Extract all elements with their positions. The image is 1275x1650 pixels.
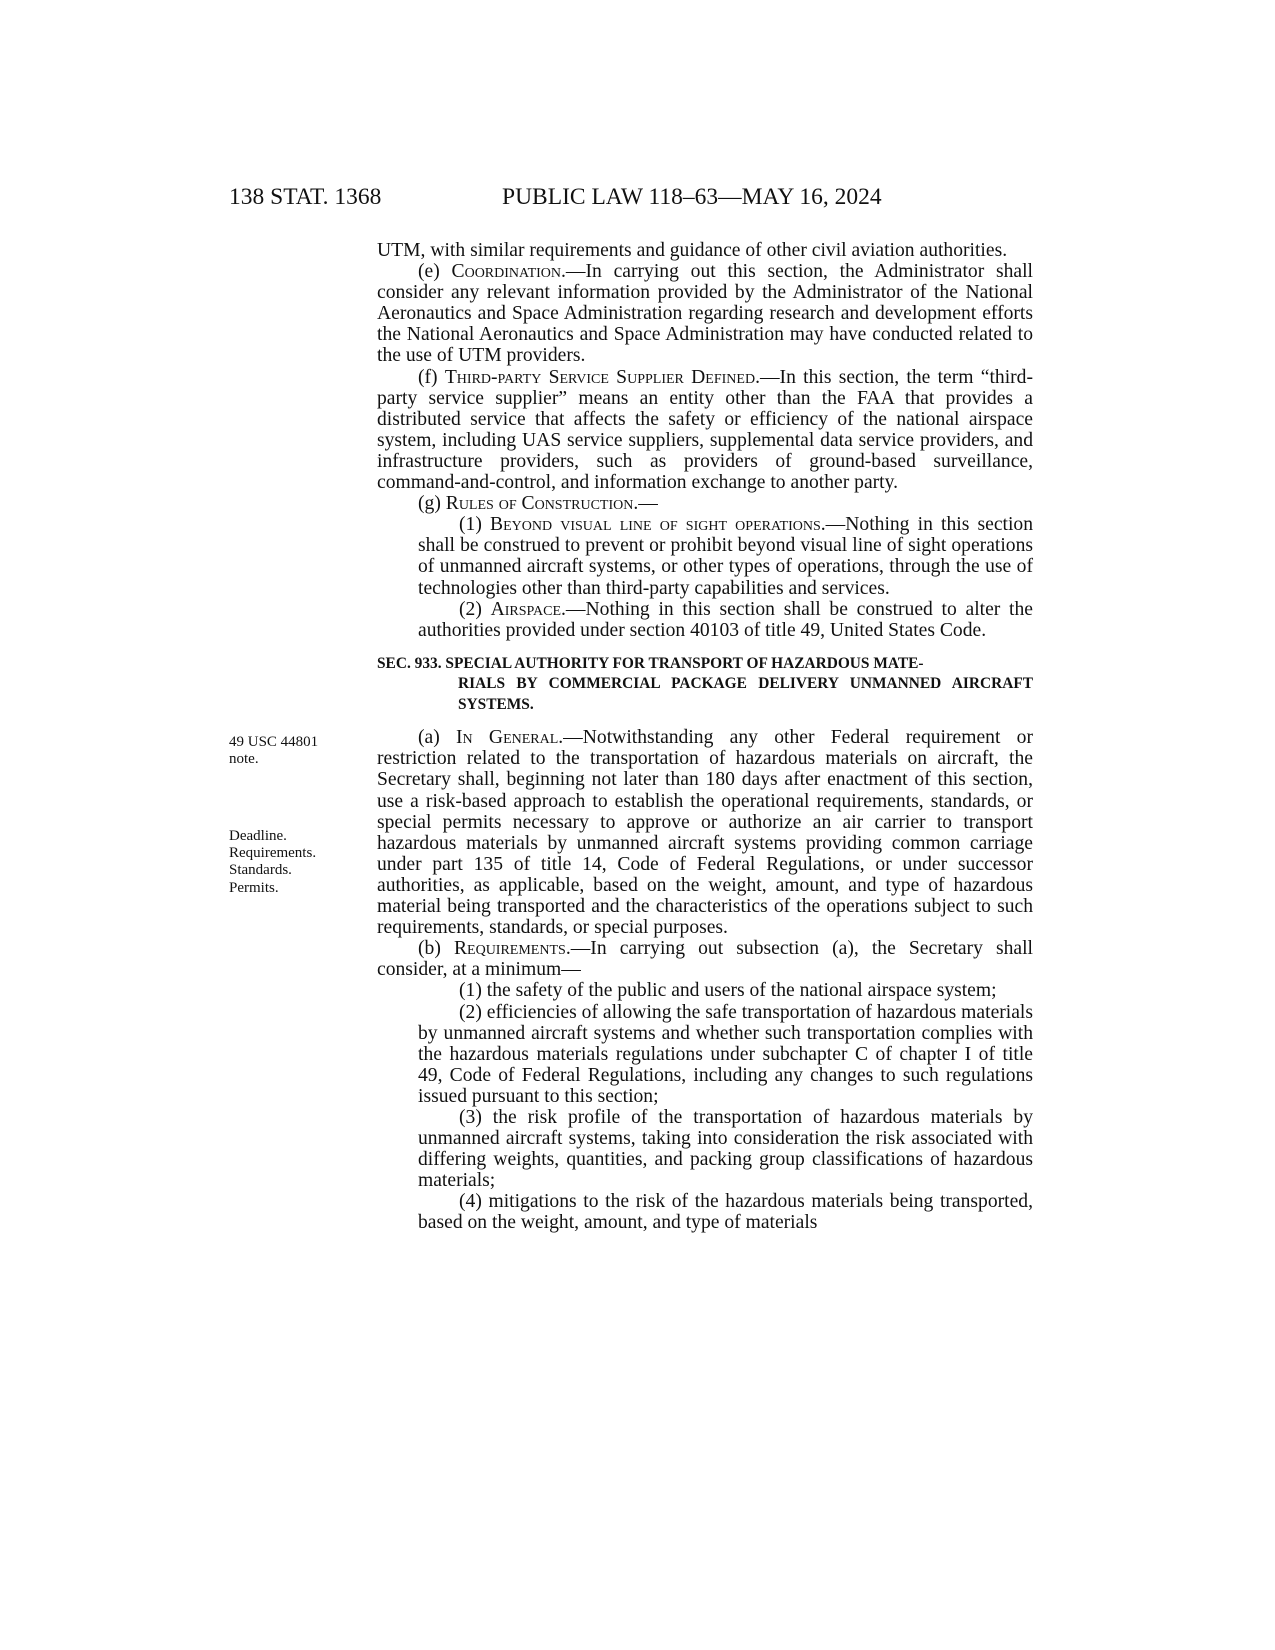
margin-note-topics xyxy=(229,828,359,897)
subsection-label: (f) xyxy=(418,366,445,388)
subsection-f xyxy=(377,367,1033,494)
statute-body xyxy=(377,240,1033,1234)
section-heading-rest: RIALS BY COMMERCIAL PACKAGE DELIVERY UNMANNED AIRCRAFT SYSTEMS. xyxy=(458,675,1033,713)
public-law-title: PUBLIC LAW 118–63—MAY 16, 2024 xyxy=(502,184,882,210)
subsection-text: .— xyxy=(633,493,658,515)
subsection-heading: Third-party Service Supplier Defined xyxy=(444,366,756,388)
margin-note-citation-line: 49 USC 44801 xyxy=(229,734,319,750)
margin-note-topic: Permits. xyxy=(229,879,279,896)
margin-note-citation xyxy=(229,734,359,768)
subsection-b xyxy=(377,938,1033,980)
subsection-a xyxy=(377,727,1033,938)
paragraph-b-2: (2) efficiencies of allowing the safe transportation of hazardous materials by unmanned aircraft systems and whether such transportation complies with the hazardous materials regulations under subchapter C of chapter I of title 49, Code of Federal Regulations, including any changes to such regulations issued pursuant to this section; xyxy=(418,1001,1033,1107)
paragraph-text: .—Nothing in this section shall be construed to alter the authorities provided under section 40103 of title 49, United States Code. xyxy=(418,598,1033,641)
subsection-text: .—In this section, the term “third-party service supplier” means an entity other than the FAA that provides a distributed service that affects the safety or efficiency of the national airspace system, including UAS service suppliers, supplemental data service providers, and infrastructure providers, such as providers of ground-based surveillance, command-and-control, and information exchange to another party. xyxy=(377,366,1033,494)
paragraph-heading: Airspace xyxy=(490,598,562,620)
subsection-label: (e) xyxy=(418,261,452,283)
paragraph-b-1: (1) the safety of the public and users of the national airspace system; xyxy=(459,980,997,1002)
continued-paragraph: UTM, with similar requirements and guidance of other civil aviation authorities. xyxy=(377,240,1008,261)
margin-note-citation-line: note. xyxy=(229,751,259,768)
subsection-g xyxy=(377,493,1033,514)
subsection-text: .—In carrying out this section, the Administrator shall consider any relevant information provided by the Administrator of the National Aeronautics and Space Administration regarding research and development efforts the National Aeronautics and Space Administration may have conducted related to the use of UTM providers. xyxy=(377,261,1033,367)
subsection-e xyxy=(377,261,1033,366)
paragraph-b-3: (3) the risk profile of the transportation of hazardous materials by unmanned aircraft systems, taking into consideration the risk associated with differing weights, quantities, and packing group classifications of hazardous materials; xyxy=(418,1106,1033,1192)
paragraph-heading: Beyond visual line of sight operations xyxy=(490,514,821,536)
subsection-label: (g) xyxy=(418,493,446,515)
page-header xyxy=(0,184,1275,224)
paragraph-b-4: (4) mitigations to the risk of the hazardous materials being transported, based on the weight, amount, and type of materials xyxy=(418,1191,1033,1234)
stat-page-reference: 138 STAT. 1368 xyxy=(229,184,382,210)
margin-note-topic: Standards. xyxy=(229,862,292,879)
margin-note-topic: Requirements. xyxy=(229,845,317,862)
paragraph-text: .—Nothing in this section shall be construed to prevent or prohibit beyond visual line of sight operations of unmanned aircraft systems, or other types of operations, through the use of technologies other than third-party capabilities and services. xyxy=(418,514,1034,599)
subsection-heading: In General xyxy=(456,727,559,749)
subsection-heading: Rules of Construction xyxy=(445,493,634,515)
paragraph-g-2 xyxy=(377,599,1033,641)
subsection-text: .—Notwithstanding any other Federal requirement or restriction related to the transportation of hazardous materials on aircraft, the Secretary shall, beginning not later than 180 days after enactment of this section, use a risk-based approach to establish the operational requirements, standards, or special permits necessary to approve or authorize an air carrier to transport hazardous materials by unmanned aircraft systems providing common carriage under part 135 of title 14, Code of Federal Regulations, or under successor authorities, as applicable, based on the weight, amount, and type of hazardous material being transported and the characteristics of the operations subject to such requirements, standards, or special purposes. xyxy=(377,727,1033,939)
subsection-label: (b) xyxy=(418,938,454,960)
subsection-text: .—In carrying out subsection (a), the Secretary shall consider, at a minimum— xyxy=(377,938,1034,981)
subsection-heading: Coordination xyxy=(451,261,562,283)
subsection-label: (a) xyxy=(418,727,457,749)
subsection-heading: Requirements xyxy=(453,938,566,960)
paragraph-label: (1) xyxy=(459,514,491,536)
section-heading xyxy=(377,654,1033,716)
paragraph-label: (2) xyxy=(459,598,491,620)
margin-note-topic: Deadline. xyxy=(229,828,287,844)
section-heading-line1: SEC. 933. SPECIAL AUTHORITY FOR TRANSPORT OF HAZARDOUS MATE- xyxy=(377,654,924,672)
paragraph-g-1 xyxy=(377,514,1033,598)
